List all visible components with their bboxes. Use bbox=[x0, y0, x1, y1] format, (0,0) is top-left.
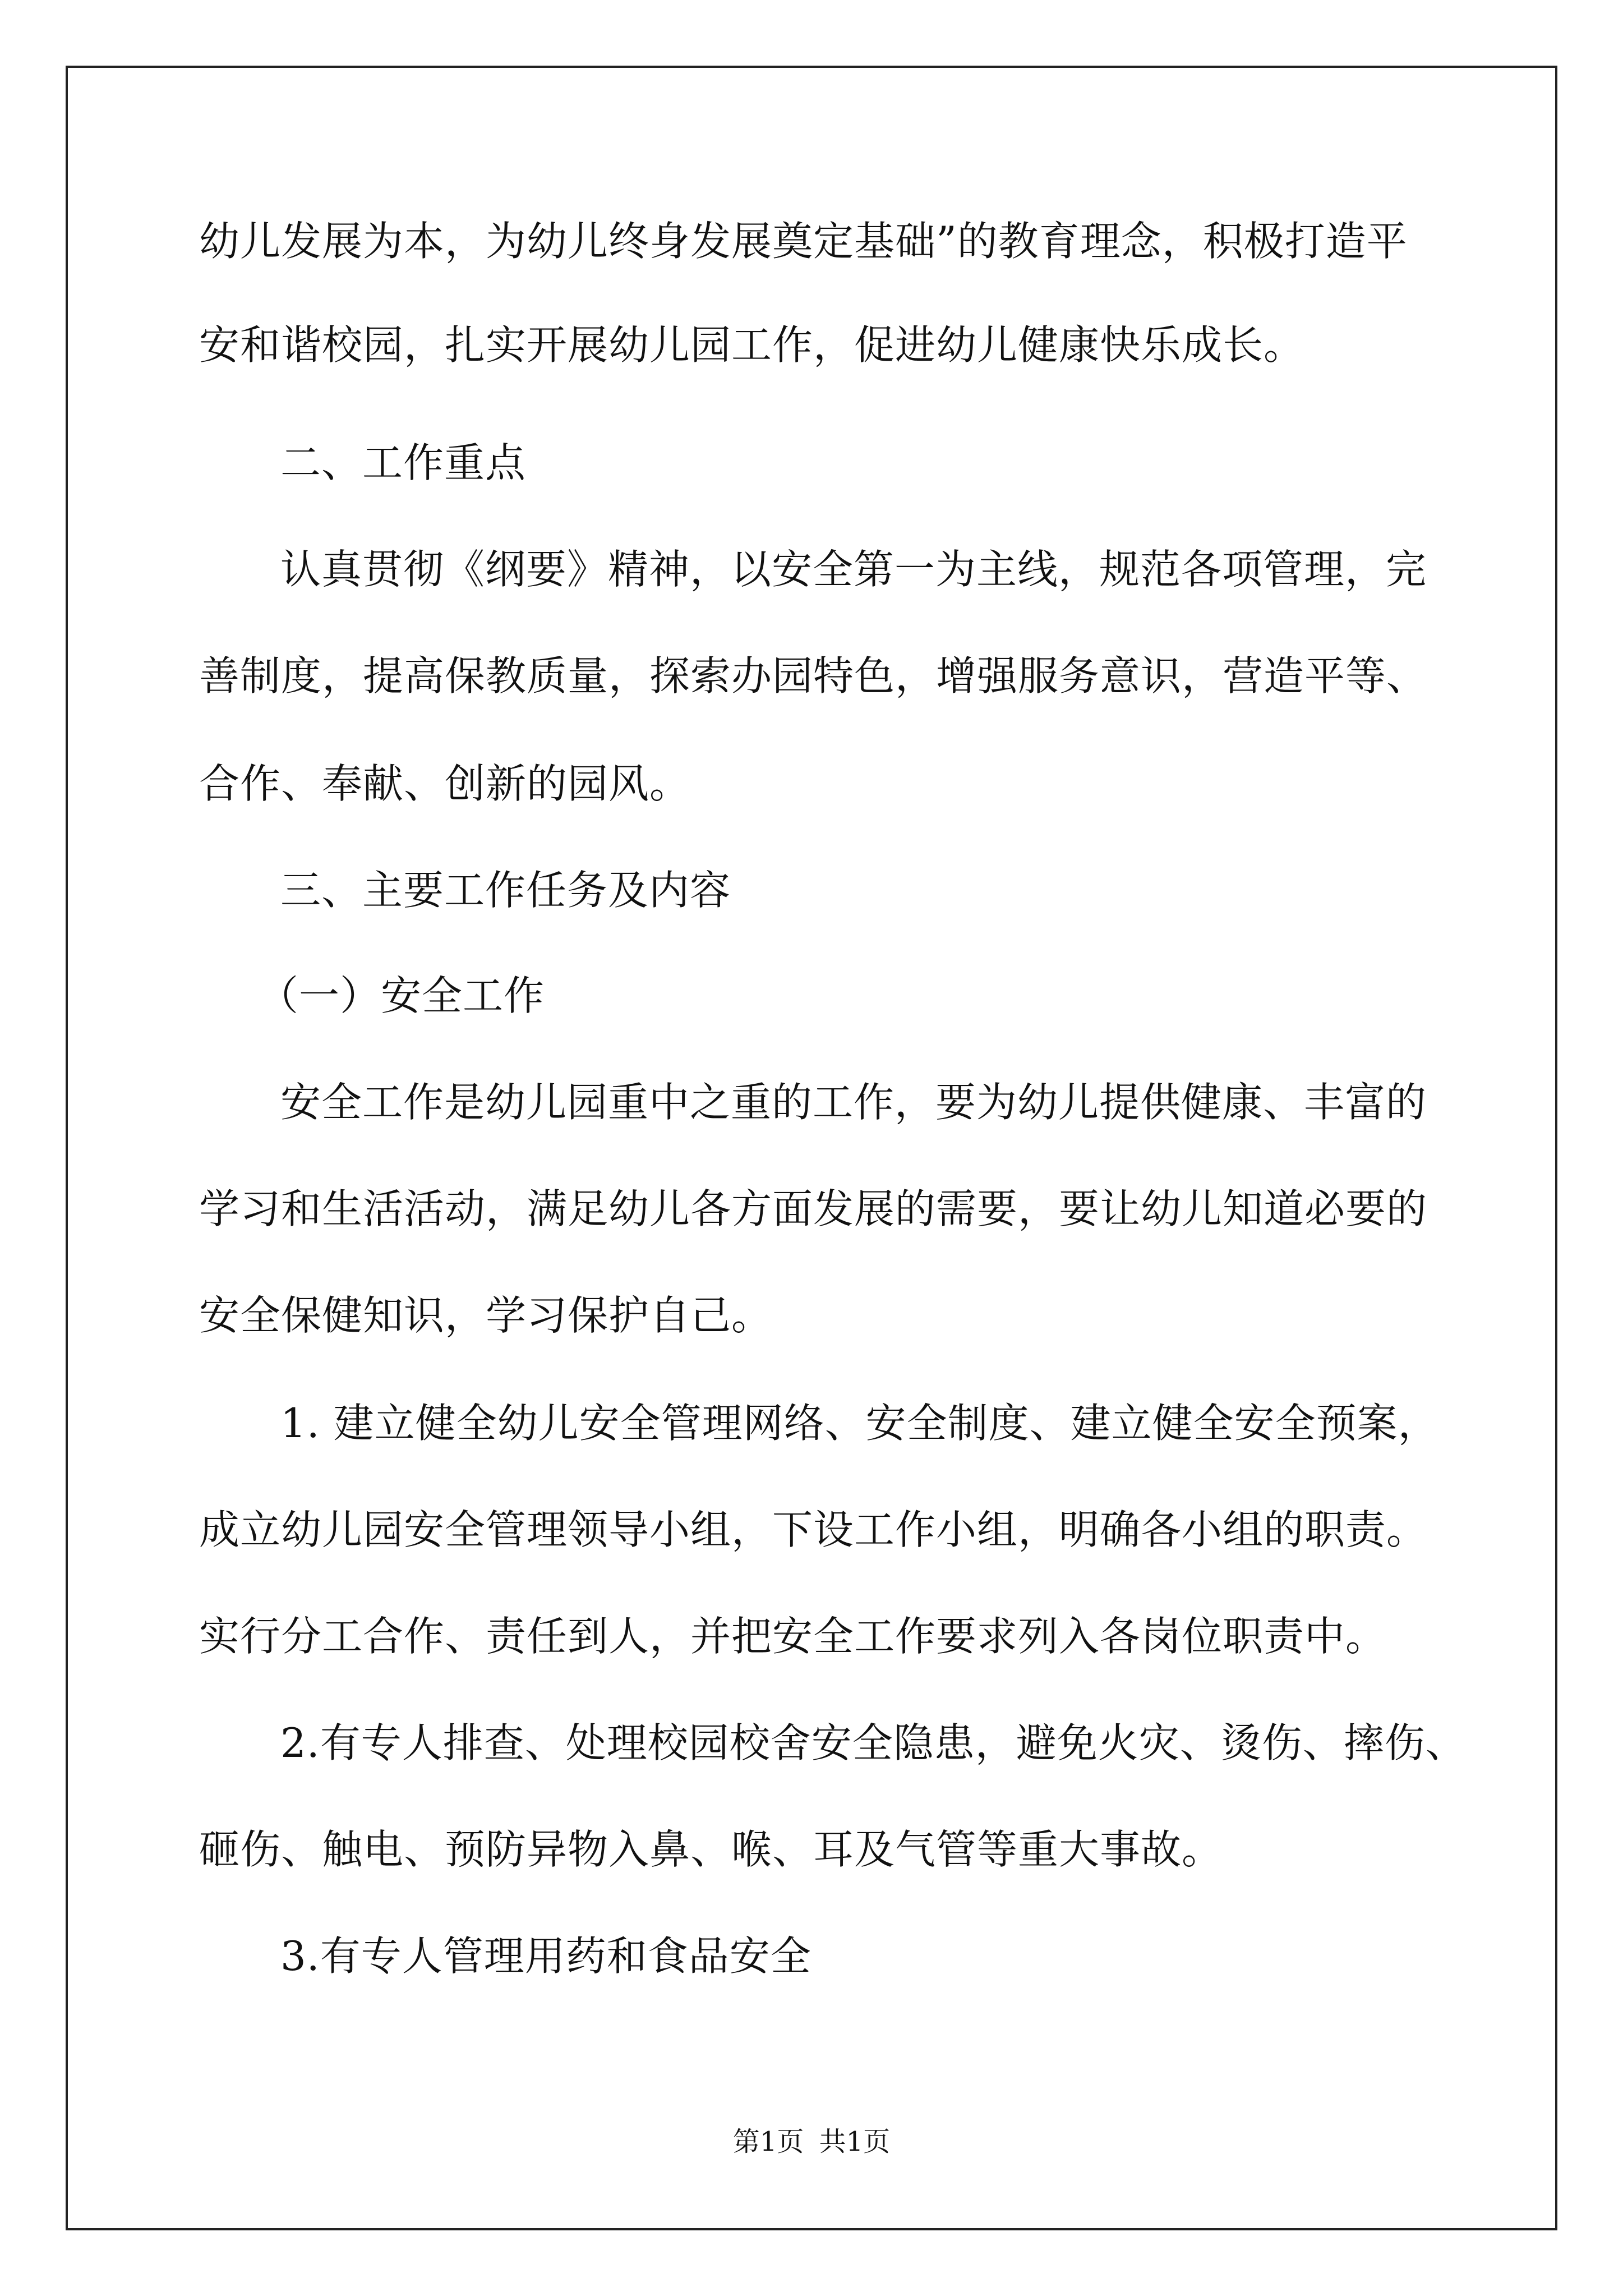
section-heading: 二、工作重点 bbox=[280, 439, 527, 486]
text-line: 安全工作是幼儿园重中之重的工作，要为幼儿提供健康、丰富的 bbox=[280, 1079, 1427, 1126]
text-line: 2.有专人排查、处理校园校舍安全隐患，避免火灾、烫伤、摔伤、 bbox=[280, 1719, 1467, 1766]
text-line: 幼儿发展为本，为幼儿终身发展奠定基础”的教育理念，积极打造平 bbox=[199, 218, 1408, 265]
text-line: 安全保健知识，学习保护自己。 bbox=[199, 1292, 773, 1339]
text-line: 1. 建立健全幼儿安全管理网络、安全制度、建立健全安全预案， bbox=[280, 1400, 1439, 1447]
text-line: 合作、奉献、创新的园风。 bbox=[199, 760, 691, 807]
text-line: 学习和生活活动，满足幼儿各方面发展的需要，要让幼儿知道必要的 bbox=[199, 1185, 1428, 1232]
text-line: 善制度，提高保教质量，探索办园特色，增强服务意识，营造平等、 bbox=[199, 652, 1428, 700]
subsection-heading: （一）安全工作 bbox=[258, 972, 545, 1019]
text-line: 实行分工合作、责任到人，并把安全工作要求列入各岗位职责中。 bbox=[199, 1613, 1387, 1660]
text-line: 认真贯彻《纲要》精神，以安全第一为主线，规范各项管理，完 bbox=[280, 546, 1427, 593]
text-line: 砸伤、触电、预防异物入鼻、喉、耳及气管等重大事故。 bbox=[199, 1826, 1223, 1873]
section-heading: 三、主要工作任务及内容 bbox=[280, 867, 731, 914]
page-footer bbox=[0, 2125, 1623, 2159]
page-border bbox=[66, 66, 1557, 2230]
text-line: 3.有专人管理用药和食品安全 bbox=[280, 1932, 811, 1980]
page-number-total: 共1页 bbox=[819, 2126, 891, 2157]
page-number-current: 第1页 bbox=[732, 2126, 804, 2157]
text-line: 安和谐校园，扎实开展幼儿园工作，促进幼儿健康快乐成长。 bbox=[199, 321, 1305, 369]
text-line: 成立幼儿园安全管理领导小组，下设工作小组，明确各小组的职责。 bbox=[199, 1506, 1428, 1553]
